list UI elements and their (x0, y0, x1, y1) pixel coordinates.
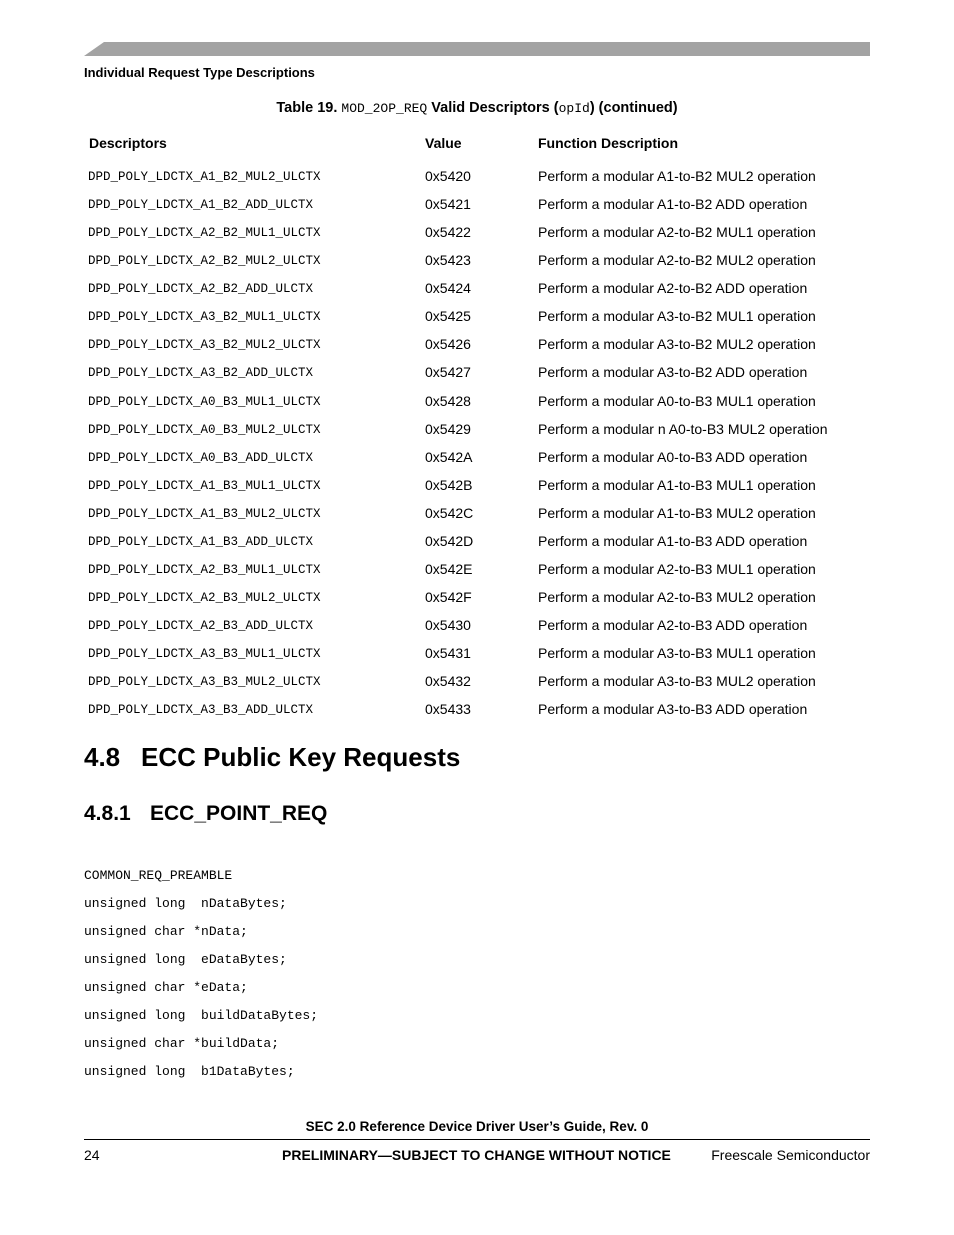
table-row (0, 363, 954, 391)
subsection-title: ECC_POINT_REQ (150, 802, 328, 825)
table-row (0, 616, 954, 644)
code-line: unsigned char *buildData; (84, 1036, 280, 1051)
function-cell: Perform a modular A2-to-B3 ADD operation (538, 617, 808, 634)
function-cell: Perform a modular n A0-to-B3 MUL2 operation (538, 420, 828, 437)
table-row (0, 420, 954, 448)
table-row (0, 448, 954, 476)
subsection-heading (84, 802, 327, 826)
code-line: unsigned char *eData; (84, 980, 248, 995)
descriptor-cell: DPD_POLY_LDCTX_A3_B3_MUL1_ULCTX (88, 647, 321, 662)
value-cell: 0x5432 (425, 673, 471, 690)
footer-doc-title: SEC 2.0 Reference Device Driver User’s Guide, Rev. 0 (305, 1119, 649, 1134)
section-number: 4.8 (84, 742, 121, 772)
function-cell: Perform a modular A0-to-B3 MUL1 operation (538, 392, 816, 409)
table-row (0, 223, 954, 251)
code-line: unsigned long nDataBytes; (84, 896, 287, 911)
descriptor-cell: DPD_POLY_LDCTX_A3_B3_ADD_ULCTX (88, 703, 314, 718)
table-row (0, 251, 954, 279)
value-cell: 0x542E (425, 560, 473, 577)
value-cell: 0x5433 (425, 701, 471, 718)
function-cell: Perform a modular A1-to-B3 MUL1 operation (538, 476, 816, 493)
caption-code2: opId (558, 101, 590, 116)
caption-code: MOD_2OP_REQ (341, 101, 428, 116)
function-cell: Perform a modular A1-to-B3 MUL2 operation (538, 504, 816, 521)
caption-suffix: ) (continued) (589, 100, 678, 116)
footer-rule (84, 1139, 870, 1140)
descriptor-cell: DPD_POLY_LDCTX_A1_B3_ADD_ULCTX (88, 534, 314, 549)
value-cell: 0x5431 (425, 645, 471, 662)
descriptor-cell: DPD_POLY_LDCTX_A3_B2_MUL2_ULCTX (88, 338, 321, 353)
table-row (0, 392, 954, 420)
running-head: Individual Request Type Descriptions (84, 65, 315, 80)
function-cell: Perform a modular A1-to-B2 ADD operation (538, 196, 808, 213)
value-cell: 0x5423 (425, 252, 471, 269)
table-row (0, 307, 954, 335)
caption-mid: Valid Descriptors ( (431, 100, 559, 116)
descriptor-cell: DPD_POLY_LDCTX_A0_B3_ADD_ULCTX (88, 450, 314, 465)
table-row (0, 588, 954, 616)
page-number: 24 (84, 1147, 100, 1163)
descriptor-cell: DPD_POLY_LDCTX_A0_B3_MUL2_ULCTX (88, 422, 321, 437)
table-row (0, 672, 954, 700)
descriptor-cell: DPD_POLY_LDCTX_A2_B2_ADD_ULCTX (88, 282, 314, 297)
function-cell: Perform a modular A2-to-B3 MUL2 operation (538, 589, 816, 606)
table-row (0, 700, 954, 728)
value-cell: 0x5428 (425, 392, 471, 409)
descriptor-cell: DPD_POLY_LDCTX_A2_B3_ADD_ULCTX (88, 619, 314, 634)
caption-prefix: Table 19. (276, 100, 338, 116)
descriptor-cell: DPD_POLY_LDCTX_A2_B3_MUL2_ULCTX (88, 591, 321, 606)
value-cell: 0x5430 (425, 617, 471, 634)
code-line: COMMON_REQ_PREAMBLE (84, 868, 233, 883)
footer-company: Freescale Semiconductor (711, 1147, 870, 1163)
value-cell: 0x5426 (425, 336, 471, 353)
table-row (0, 476, 954, 504)
descriptor-cell: DPD_POLY_LDCTX_A3_B2_MUL1_ULCTX (88, 310, 321, 325)
section-heading (84, 742, 460, 773)
value-cell: 0x542F (425, 589, 472, 606)
value-cell: 0x5429 (425, 420, 471, 437)
value-cell: 0x5421 (425, 196, 471, 213)
column-header-function: Function Description (538, 135, 678, 151)
descriptor-cell: DPD_POLY_LDCTX_A3_B3_MUL2_ULCTX (88, 675, 321, 690)
value-cell: 0x542C (425, 504, 474, 521)
function-cell: Perform a modular A3-to-B3 MUL2 operation (538, 673, 816, 690)
descriptor-cell: DPD_POLY_LDCTX_A2_B3_MUL1_ULCTX (88, 562, 321, 577)
value-cell: 0x5420 (425, 168, 471, 184)
subsection-number: 4.8.1 (84, 802, 131, 825)
value-cell: 0x542A (425, 448, 473, 465)
column-header-descriptors: Descriptors (89, 135, 167, 151)
descriptor-cell: DPD_POLY_LDCTX_A1_B2_MUL2_ULCTX (88, 170, 321, 184)
table-row (0, 279, 954, 307)
descriptor-cell: DPD_POLY_LDCTX_A2_B2_MUL1_ULCTX (88, 226, 321, 241)
function-cell: Perform a modular A3-to-B2 MUL2 operation (538, 336, 816, 353)
code-line: unsigned long buildDataBytes; (84, 1008, 319, 1023)
function-cell: Perform a modular A2-to-B2 MUL2 operation (538, 252, 816, 269)
function-cell: Perform a modular A2-to-B2 ADD operation (538, 280, 808, 297)
function-cell: Perform a modular A2-to-B3 MUL1 operation (538, 560, 816, 577)
value-cell: 0x542D (425, 532, 474, 549)
function-cell: Perform a modular A3-to-B2 ADD operation (538, 364, 808, 381)
function-cell: Perform a modular A2-to-B2 MUL1 operation (538, 224, 816, 241)
descriptor-cell: DPD_POLY_LDCTX_A2_B2_MUL2_ULCTX (88, 254, 321, 269)
table-row (0, 335, 954, 363)
header-bar (84, 42, 870, 56)
table-row (0, 167, 954, 195)
footer-notice: PRELIMINARY—SUBJECT TO CHANGE WITHOUT NOTICE (282, 1147, 671, 1163)
code-line: unsigned long eDataBytes; (84, 952, 287, 967)
descriptor-cell: DPD_POLY_LDCTX_A1_B2_ADD_ULCTX (88, 198, 314, 213)
value-cell: 0x5422 (425, 224, 471, 241)
table-row (0, 532, 954, 560)
descriptor-cell: DPD_POLY_LDCTX_A3_B2_ADD_ULCTX (88, 366, 314, 381)
table-row (0, 504, 954, 532)
function-cell: Perform a modular A3-to-B3 MUL1 operation (538, 645, 816, 662)
table-row (0, 195, 954, 223)
code-line: unsigned char *nData; (84, 924, 248, 939)
code-line: unsigned long b1DataBytes; (84, 1064, 295, 1079)
function-cell: Perform a modular A3-to-B2 MUL1 operation (538, 308, 816, 325)
table-row (0, 644, 954, 672)
value-cell: 0x5424 (425, 280, 471, 297)
function-cell: Perform a modular A0-to-B3 ADD operation (538, 448, 808, 465)
table-caption (0, 100, 954, 116)
descriptor-cell: DPD_POLY_LDCTX_A1_B3_MUL1_ULCTX (88, 478, 321, 493)
descriptor-cell: DPD_POLY_LDCTX_A0_B3_MUL1_ULCTX (88, 394, 321, 409)
column-header-value: Value (425, 135, 462, 151)
function-cell: Perform a modular A3-to-B3 ADD operation (538, 701, 808, 718)
value-cell: 0x542B (425, 476, 473, 493)
table-row (0, 560, 954, 588)
value-cell: 0x5425 (425, 308, 471, 325)
section-title: ECC Public Key Requests (141, 742, 461, 772)
function-cell: Perform a modular A1-to-B3 ADD operation (538, 532, 808, 549)
descriptor-cell: DPD_POLY_LDCTX_A1_B3_MUL2_ULCTX (88, 506, 321, 521)
value-cell: 0x5427 (425, 364, 471, 381)
function-cell: Perform a modular A1-to-B2 MUL2 operation (538, 168, 816, 184)
